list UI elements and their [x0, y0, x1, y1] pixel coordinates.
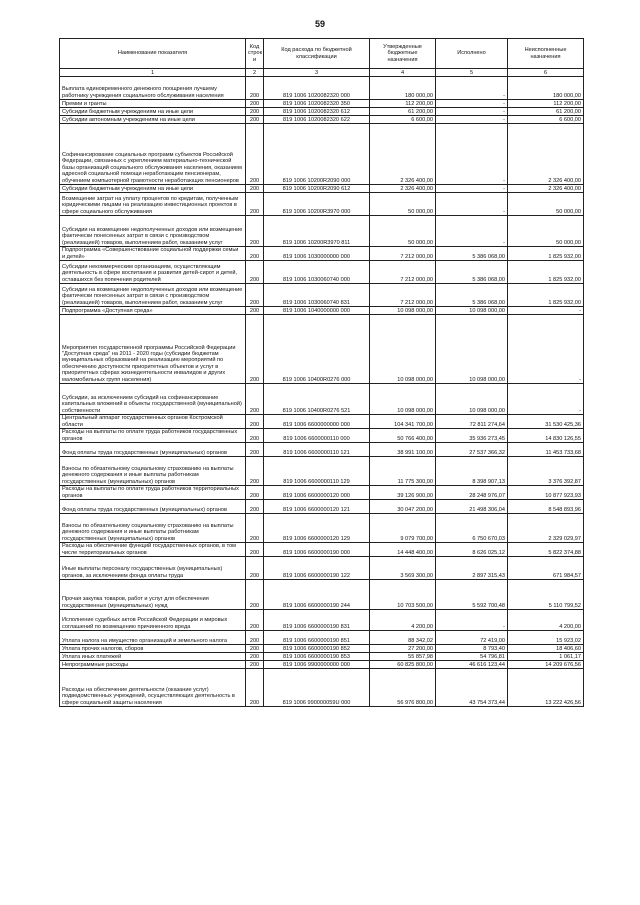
cell-line: 200 — [246, 543, 264, 557]
cell-code: 819 1006 6600000120 121 — [264, 500, 370, 514]
cell-unexecuted: 50 000,00 — [508, 216, 584, 247]
cell-name: Прочая закупка товаров, работ и услуг для обеспечения государственных (муниципальных) нужд — [60, 580, 246, 610]
cell-approved: 27 200,00 — [370, 645, 436, 653]
cell-unexecuted: 15 923,02 — [508, 631, 584, 645]
cell-name: Расходы на выплаты по оплате труда работников территориальных органов — [60, 486, 246, 500]
cell-unexecuted: 13 222 426,56 — [508, 669, 584, 707]
cell-approved: 112 200,00 — [370, 100, 436, 108]
cell-unexecuted: 11 453 733,68 — [508, 443, 584, 457]
cell-code: 819 1006 6600000110 000 — [264, 429, 370, 443]
cell-name: Взносы по обязательному социальному страхованию на выплаты денежного содержания и иные выплаты работникам государственных (муниципальных) органов — [60, 514, 246, 543]
cell-name: Фонд оплаты труда государственных (муниципальных) органов — [60, 443, 246, 457]
cell-unexecuted: 6 600,00 — [508, 116, 584, 124]
cell-executed: - — [436, 108, 508, 116]
cell-approved: 10 098 000,00 — [370, 315, 436, 384]
cell-executed: 27 537 366,32 — [436, 443, 508, 457]
cell-code: 819 1006 6600000190 831 — [264, 610, 370, 631]
cell-unexecuted: 61 200,00 — [508, 108, 584, 116]
cell-code: 819 1006 9900000000 000 — [264, 661, 370, 669]
cell-executed: - — [436, 185, 508, 193]
cell-name: Субсидии бюджетным учреждениям на иные цели — [60, 185, 246, 193]
table-row — [60, 247, 584, 261]
header-approved: Утвержденные бюджетные назначения — [370, 39, 436, 69]
cell-executed: 10 098 000,00 — [436, 315, 508, 384]
cell-line: 200 — [246, 631, 264, 645]
cell-code: 819 1006 1020082320 622 — [264, 116, 370, 124]
cell-executed: - — [436, 100, 508, 108]
cell-name: Субсидии некоммерческим организациям, осуществляющим деятельность в сфере воспитания и развития детей-сирот и детей, оставшихся без попечения родителей — [60, 261, 246, 284]
table-row — [60, 631, 584, 645]
cell-line: 200 — [246, 216, 264, 247]
cell-approved: 50 000,00 — [370, 193, 436, 216]
cell-executed: 35 936 273,45 — [436, 429, 508, 443]
cell-unexecuted: 1 825 932,00 — [508, 261, 584, 284]
cell-code: 819 1006 6600000000 000 — [264, 415, 370, 429]
table-row — [60, 77, 584, 100]
table-row — [60, 645, 584, 653]
cell-code: 819 1006 10400R0276 000 — [264, 315, 370, 384]
cell-unexecuted: - — [508, 307, 584, 315]
cell-line: 200 — [246, 247, 264, 261]
cell-line: 200 — [246, 610, 264, 631]
cell-line: 200 — [246, 307, 264, 315]
page-number: 59 — [314, 19, 325, 29]
cell-approved: 10 098 000,00 — [370, 384, 436, 415]
cell-executed: 5 592 700,48 — [436, 580, 508, 610]
table-row — [60, 669, 584, 707]
cell-line: 200 — [246, 108, 264, 116]
cell-unexecuted: 3 376 392,87 — [508, 457, 584, 486]
table-row — [60, 315, 584, 384]
column-number: 1 — [60, 69, 246, 77]
cell-approved: 4 200,00 — [370, 610, 436, 631]
cell-unexecuted: 112 200,00 — [508, 100, 584, 108]
cell-unexecuted: 50 000,00 — [508, 193, 584, 216]
cell-line: 200 — [246, 185, 264, 193]
cell-code: 819 1006 1020082320 000 — [264, 77, 370, 100]
cell-line: 200 — [246, 284, 264, 307]
cell-unexecuted: 8 548 893,96 — [508, 500, 584, 514]
cell-code: 819 1006 1030000000 000 — [264, 247, 370, 261]
cell-code: 819 1006 6600000110 129 — [264, 457, 370, 486]
cell-executed: - — [436, 77, 508, 100]
header-name: Наименование показателя — [60, 39, 246, 69]
table-row — [60, 500, 584, 514]
cell-line: 200 — [246, 384, 264, 415]
table-row — [60, 457, 584, 486]
cell-line: 200 — [246, 315, 264, 384]
cell-approved: 3 569 300,00 — [370, 557, 436, 580]
cell-line: 200 — [246, 415, 264, 429]
cell-unexecuted: 31 530 425,36 — [508, 415, 584, 429]
cell-approved: 6 600,00 — [370, 116, 436, 124]
cell-unexecuted: 5 110 799,52 — [508, 580, 584, 610]
cell-name: Субсидии автономным учреждениям на иные цели — [60, 116, 246, 124]
cell-line: 200 — [246, 261, 264, 284]
cell-line: 200 — [246, 514, 264, 543]
cell-unexecuted: 671 984,57 — [508, 557, 584, 580]
cell-approved: 88 342,02 — [370, 631, 436, 645]
cell-name: Иные выплаты персоналу государственных (муниципальных) органов, за исключением фонда оплаты труда — [60, 557, 246, 580]
cell-approved: 55 857,98 — [370, 653, 436, 661]
budget-execution-table — [59, 38, 584, 707]
cell-approved: 39 126 900,00 — [370, 486, 436, 500]
cell-unexecuted: 14 209 676,56 — [508, 661, 584, 669]
cell-line: 200 — [246, 580, 264, 610]
column-number: 2 — [246, 69, 264, 77]
cell-line: 200 — [246, 645, 264, 653]
cell-executed: 5 386 068,00 — [436, 261, 508, 284]
cell-approved: 56 976 800,00 — [370, 669, 436, 707]
table-row — [60, 116, 584, 124]
cell-name: Уплата налога на имущество организаций и земельного налога — [60, 631, 246, 645]
cell-executed: 21 498 306,04 — [436, 500, 508, 514]
table-row — [60, 124, 584, 185]
cell-unexecuted: - — [508, 315, 584, 384]
cell-approved: 38 991 100,00 — [370, 443, 436, 457]
cell-line: 200 — [246, 653, 264, 661]
cell-line: 200 — [246, 429, 264, 443]
cell-line: 200 — [246, 457, 264, 486]
cell-executed: - — [436, 124, 508, 185]
table-row — [60, 443, 584, 457]
header-line-code: Код строк и — [246, 39, 264, 69]
cell-code: 819 1006 6600000190 853 — [264, 653, 370, 661]
cell-executed: 5 386 068,00 — [436, 247, 508, 261]
cell-name: Субсидии на возмещение недополученных доходов или возмещение фактически понесенных затрат в связи с производством (реализацией) товаров, выполнением работ, оказанием услуг — [60, 284, 246, 307]
cell-code: 819 1006 10200R2090 612 — [264, 185, 370, 193]
cell-name: Премии и гранты — [60, 100, 246, 108]
cell-executed: - — [436, 610, 508, 631]
cell-code: 819 1006 6600000190 244 — [264, 580, 370, 610]
cell-code: 819 1006 1030060740 831 — [264, 284, 370, 307]
cell-name: Расходы на обеспечение деятельности (оказание услуг) подведомственных учреждений, осуществляющих деятельность в сфере социальной защиты населения — [60, 669, 246, 707]
cell-unexecuted: 2 326 400,00 — [508, 124, 584, 185]
table-row — [60, 429, 584, 443]
cell-code: 819 1006 1040000000 000 — [264, 307, 370, 315]
cell-approved: 2 326 400,00 — [370, 185, 436, 193]
column-number-row — [60, 69, 584, 77]
cell-unexecuted: 2 326 400,00 — [508, 185, 584, 193]
cell-name: Субсидии бюджетным учреждениям на иные цели — [60, 108, 246, 116]
cell-line: 200 — [246, 557, 264, 580]
cell-executed: - — [436, 216, 508, 247]
cell-unexecuted: 1 825 932,00 — [508, 247, 584, 261]
cell-approved: 61 200,00 — [370, 108, 436, 116]
cell-name: Выплата единовременного денежного поощрения лучшему работнику учреждения социального обслуживания населения — [60, 77, 246, 100]
table-row — [60, 185, 584, 193]
table-row — [60, 216, 584, 247]
cell-code: 819 1006 1020082320 612 — [264, 108, 370, 116]
cell-line: 200 — [246, 500, 264, 514]
table-row — [60, 580, 584, 610]
cell-executed: 8 793,40 — [436, 645, 508, 653]
cell-name: Расходы на обеспечение функций государственных органов, в том числе территориальных органов — [60, 543, 246, 557]
cell-executed: 2 897 315,43 — [436, 557, 508, 580]
cell-executed: 43 754 373,44 — [436, 669, 508, 707]
cell-executed: 8 398 907,13 — [436, 457, 508, 486]
cell-code: 819 1006 6600000190 851 — [264, 631, 370, 645]
cell-approved: 11 775 300,00 — [370, 457, 436, 486]
cell-executed: 6 750 670,03 — [436, 514, 508, 543]
cell-approved: 50 000,00 — [370, 216, 436, 247]
cell-name: Взносы по обязательному социальному страхованию на выплаты денежного содержания и иные выплаты работникам государственных (муниципальных) органов — [60, 457, 246, 486]
cell-code: 819 1006 10200R3970 000 — [264, 193, 370, 216]
cell-name: Подпрограмма «Доступная среда» — [60, 307, 246, 315]
cell-line: 200 — [246, 661, 264, 669]
cell-code: 819 1006 6600000120 000 — [264, 486, 370, 500]
cell-unexecuted: 10 877 923,93 — [508, 486, 584, 500]
header-unexecuted: Неисполненные назначения — [508, 39, 584, 69]
cell-name: Уплата иных платежей — [60, 653, 246, 661]
table-row — [60, 661, 584, 669]
cell-unexecuted: 5 822 374,88 — [508, 543, 584, 557]
cell-line: 200 — [246, 486, 264, 500]
cell-code: 819 1006 10200R2090 000 — [264, 124, 370, 185]
cell-executed: 46 616 123,44 — [436, 661, 508, 669]
cell-approved: 180 000,00 — [370, 77, 436, 100]
cell-approved: 2 326 400,00 — [370, 124, 436, 185]
column-number: 3 — [264, 69, 370, 77]
table-row — [60, 108, 584, 116]
cell-unexecuted: 4 200,00 — [508, 610, 584, 631]
table-row — [60, 557, 584, 580]
cell-executed: 5 386 068,00 — [436, 284, 508, 307]
table-row — [60, 307, 584, 315]
cell-unexecuted: 18 406,60 — [508, 645, 584, 653]
cell-name: Возмещение затрат на уплату процентов по кредитам, полученным юридическими лицами на реализацию инвестиционных проектов в сфере социального обслуживания — [60, 193, 246, 216]
cell-unexecuted: 180 000,00 — [508, 77, 584, 100]
cell-code: 819 1006 6600000190 122 — [264, 557, 370, 580]
cell-code: 819 1006 6600000190 852 — [264, 645, 370, 653]
table-row — [60, 543, 584, 557]
cell-name: Непрограммные расходы — [60, 661, 246, 669]
table-row — [60, 610, 584, 631]
cell-executed: 8 626 025,12 — [436, 543, 508, 557]
cell-line: 200 — [246, 124, 264, 185]
table-row — [60, 261, 584, 284]
cell-name: Софинансирование социальных программ субъектов Российской Федерации, связанных с укреплением материально-технической базы организаций социального обслуживания населения, оказанием адресной социальной помощи неработающим пенсионерам, обучением компьютерной грамотности неработающих пенсионеров — [60, 124, 246, 185]
cell-line: 200 — [246, 100, 264, 108]
column-number: 4 — [370, 69, 436, 77]
cell-approved: 7 212 000,00 — [370, 261, 436, 284]
cell-approved: 14 448 400,00 — [370, 543, 436, 557]
cell-executed: 72 811 274,64 — [436, 415, 508, 429]
cell-approved: 104 341 700,00 — [370, 415, 436, 429]
cell-executed: - — [436, 116, 508, 124]
cell-name: Исполнение судебных актов Российской Федерации и мировых соглашений по возмещению причиненного вреда — [60, 610, 246, 631]
cell-line: 200 — [246, 116, 264, 124]
cell-unexecuted: 1 825 932,00 — [508, 284, 584, 307]
cell-code: 819 1006 1020082320 350 — [264, 100, 370, 108]
cell-code: 819 1006 10400R0276 521 — [264, 384, 370, 415]
table-row — [60, 193, 584, 216]
cell-unexecuted: 2 329 029,97 — [508, 514, 584, 543]
cell-name: Центральный аппарат государственных органов Костромской области — [60, 415, 246, 429]
cell-line: 200 — [246, 443, 264, 457]
cell-executed: 72 419,00 — [436, 631, 508, 645]
table-row — [60, 284, 584, 307]
cell-line: 200 — [246, 669, 264, 707]
cell-executed: 10 098 000,00 — [436, 307, 508, 315]
cell-approved: 60 825 800,00 — [370, 661, 436, 669]
table-row — [60, 514, 584, 543]
cell-executed: 28 248 976,07 — [436, 486, 508, 500]
cell-approved: 30 047 200,00 — [370, 500, 436, 514]
cell-code: 819 1006 6600000110 121 — [264, 443, 370, 457]
column-number: 5 — [436, 69, 508, 77]
header-executed: Исполнено — [436, 39, 508, 69]
cell-approved: 7 212 000,00 — [370, 284, 436, 307]
cell-executed: - — [436, 193, 508, 216]
table-row — [60, 384, 584, 415]
column-number: 6 — [508, 69, 584, 77]
cell-unexecuted: 14 830 126,55 — [508, 429, 584, 443]
cell-name: Расходы на выплаты по оплате труда работников государственных органов — [60, 429, 246, 443]
cell-executed: 10 098 000,00 — [436, 384, 508, 415]
table-row — [60, 653, 584, 661]
cell-name: Мероприятия государственной программы Российской Федерации "Доступная среда" на 2011 - 2020 годы (субсидии бюджетам муниципальных образований на реализацию мероприятий по обеспечению доступности приоритетных объектов и услуг в приоритетных сферах жизнедеятельности инвалидов и других маломобильных групп населения) — [60, 315, 246, 384]
table-row — [60, 415, 584, 429]
cell-name: Подпрограмма «Совершенствование социальной поддержки семьи и детей» — [60, 247, 246, 261]
cell-unexecuted: 1 061,17 — [508, 653, 584, 661]
cell-code: 819 1006 6600000120 129 — [264, 514, 370, 543]
cell-approved: 50 766 400,00 — [370, 429, 436, 443]
cell-code: 819 1006 1030060740 000 — [264, 261, 370, 284]
table-header-row — [60, 39, 584, 69]
cell-approved: 9 079 700,00 — [370, 514, 436, 543]
cell-name: Субсидии на возмещение недополученных доходов или возмещение фактически понесенных затрат в связи с производством (реализацией) товаров, выполнением работ, оказанием услуг — [60, 216, 246, 247]
cell-code: 819 1006 990000059U 000 — [264, 669, 370, 707]
cell-code: 819 1006 6600000190 000 — [264, 543, 370, 557]
cell-name: Уплата прочих налогов, сборов — [60, 645, 246, 653]
cell-unexecuted: - — [508, 384, 584, 415]
cell-name: Субсидии, за исключением субсидий на софинансирование капитальных вложений в объекты государственной (муниципальной) собственности — [60, 384, 246, 415]
table-row — [60, 100, 584, 108]
table-row — [60, 486, 584, 500]
cell-line: 200 — [246, 77, 264, 100]
cell-line: 200 — [246, 193, 264, 216]
cell-approved: 7 212 000,00 — [370, 247, 436, 261]
cell-approved: 10 098 000,00 — [370, 307, 436, 315]
cell-executed: 54 796,81 — [436, 653, 508, 661]
cell-name: Фонд оплаты труда государственных (муниципальных) органов — [60, 500, 246, 514]
header-budget-code: Код расхода по бюджетной классификации — [264, 39, 370, 69]
cell-approved: 10 703 500,00 — [370, 580, 436, 610]
cell-code: 819 1006 10200R3970 811 — [264, 216, 370, 247]
